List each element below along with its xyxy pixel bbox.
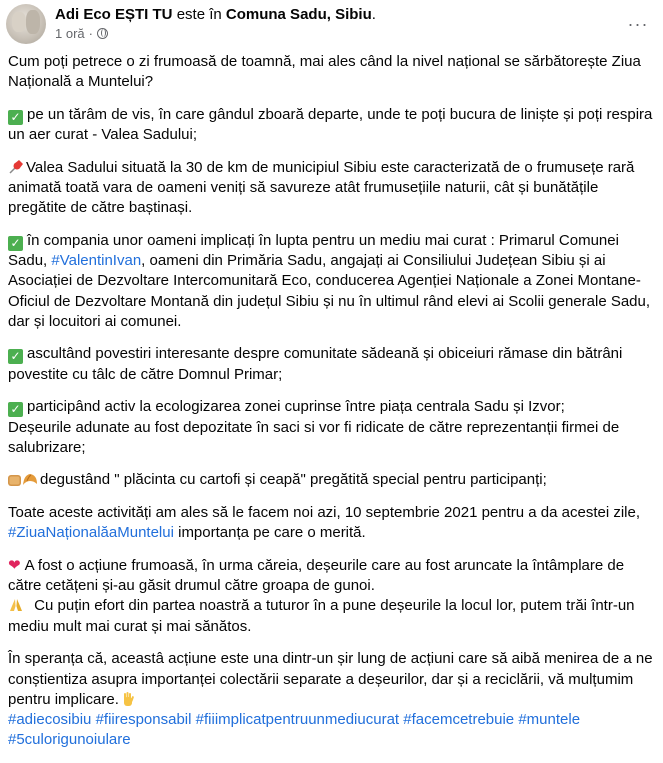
paragraph-closing-text: În speranța că, aceastâ acțiune este una dintr-un șir lung de acțiuni care să aibă menirea de a ne conștientiza asupra importanței colectării separate a deșeurilor, dar și a reciclării, vă mulțumim pentru implicare. [8,650,653,708]
paragraph-stories [8,344,656,384]
post-header [6,2,658,42]
globe-icon[interactable] [97,28,108,39]
paragraph-food [8,470,656,490]
paragraph-valea [8,105,656,145]
hashtag-link[interactable]: #5culorigunoiulare [8,731,131,749]
paragraph-date-text-cont: importanța pe care o merită. [173,524,366,542]
folded-hands-icon [8,598,24,612]
heart-icon: ❤ [8,557,21,575]
paragraph-location [8,158,656,219]
is-in-text: este în [176,6,222,23]
paragraph-company-text-cont: , oameni din Primăria Sadu, angajați ai Consiliului Județean Sibiu și ai Asociației de Dezvoltare Intercomunitară Eco, conducerea Agenției Naționale a Zonei Montane-Oficiul de Dezvoltare Montană din județul Sibiu și nu în ultimul rând elevi ai Scolii generale Sadu, dar și locuitori ai comunei. [8,252,651,330]
hashtag-link[interactable]: #ValentinIvan [51,252,142,270]
paragraph-stories-text: ascultând povestiri interesante despre comunitate sădeană și obiceiuri rămase din bătrâni povestite cu tâlc de către Domnul Primar; [8,345,623,383]
hashtag-link[interactable]: #fiiresponsabil [95,710,192,728]
paragraph-date [8,503,656,543]
post-body [8,52,656,763]
paragraph-food-text: degustând " plăcinta cu cartofi și ceapă" pregătită special pentru participanți; [40,471,547,489]
check-mark-icon: ✓ [8,236,23,251]
location-suffix: . [371,6,376,23]
hashtag-link[interactable]: #fiiimplicatpentruunmediucurat [195,710,400,728]
paragraph-cleanup [8,397,656,458]
hashtag-link[interactable]: #adiecosibiu [8,710,92,728]
paragraph-company [8,231,656,332]
hashtag-link[interactable]: #facemcetrebuie [403,710,515,728]
bread-croissant-icon [8,472,38,487]
location-link[interactable]: Comuna Sadu, Sibiu [225,6,372,23]
paragraph-company-text: în compania unor oameni implicați în lupta pentru un mediu mai curat : Primarul Comunei Sadu, [8,231,619,270]
paragraph-location-text: Valea Sadului situată la 30 de km de municipiul Sibiu este caracterizată de o frumusețe rară animată toată vara de oameni veniți să savureze atât frumusețiile naturii, cât și bunătățile pregătite de către baștinași. [8,158,635,217]
hashtag-link[interactable]: #ZiuaNaționalăaMuntelui [8,524,174,542]
check-mark-icon: ✓ [8,349,23,364]
paragraph-closing [8,649,656,750]
author-avatar[interactable] [6,4,46,44]
paragraph-action-text: A fost o acțiune frumoasă, în urma căreia, deșeurile care au fost aruncate la întâmplare de către cetățeni și-au găsit drumul către groapa de gunoi. [8,557,625,595]
paragraph-valea-text: pe un tărâm de vis, în care gândul zboară departe, unde te poți bucura de liniște și poți respira un aer curat - Valea Sadului; [8,105,653,144]
more-options-button[interactable]: ··· [627,13,649,34]
paragraph-action [8,556,656,637]
paragraph-cleanup-text: participând activ la ecologizarea zonei cuprinse între piața centrala Sadu și Izvor; [27,398,565,416]
post-title-line [55,6,376,23]
paragraph-intro: Cum poți petrece o zi frumoasă de toamnă, mai ales când la nivel național se sărbătorește Ziua Națională a Muntelui? [8,53,641,91]
waving-hand-icon [121,692,135,707]
hashtag-link[interactable]: #muntele [518,710,581,728]
paragraph-date-text: Toate aceste activități am ales să le facem noi azi, 10 septembrie 2021 pentru a da acestei zile, [8,504,641,522]
check-mark-icon: ✓ [8,110,23,125]
check-mark-icon: ✓ [8,402,23,417]
meta-separator: · [88,26,93,41]
paragraph-action-text-cont: Cu puțin efort din partea noastră a tuturor în a pune deșeurile la locul lor, putem trăi într-un mediu mult mai curat și mai sănătos. [8,597,635,635]
paragraph-cleanup-text-cont: Deșeurile adunate au fost depozitate în saci si vor fi ridicate de către reprezentanții firmei de salubrizare; [8,418,620,456]
post-meta [55,26,108,41]
post-time-link[interactable]: 1 oră [55,26,85,41]
pushpin-icon [8,159,24,175]
author-name-link[interactable]: Adi Eco EȘTI TU [55,6,173,23]
